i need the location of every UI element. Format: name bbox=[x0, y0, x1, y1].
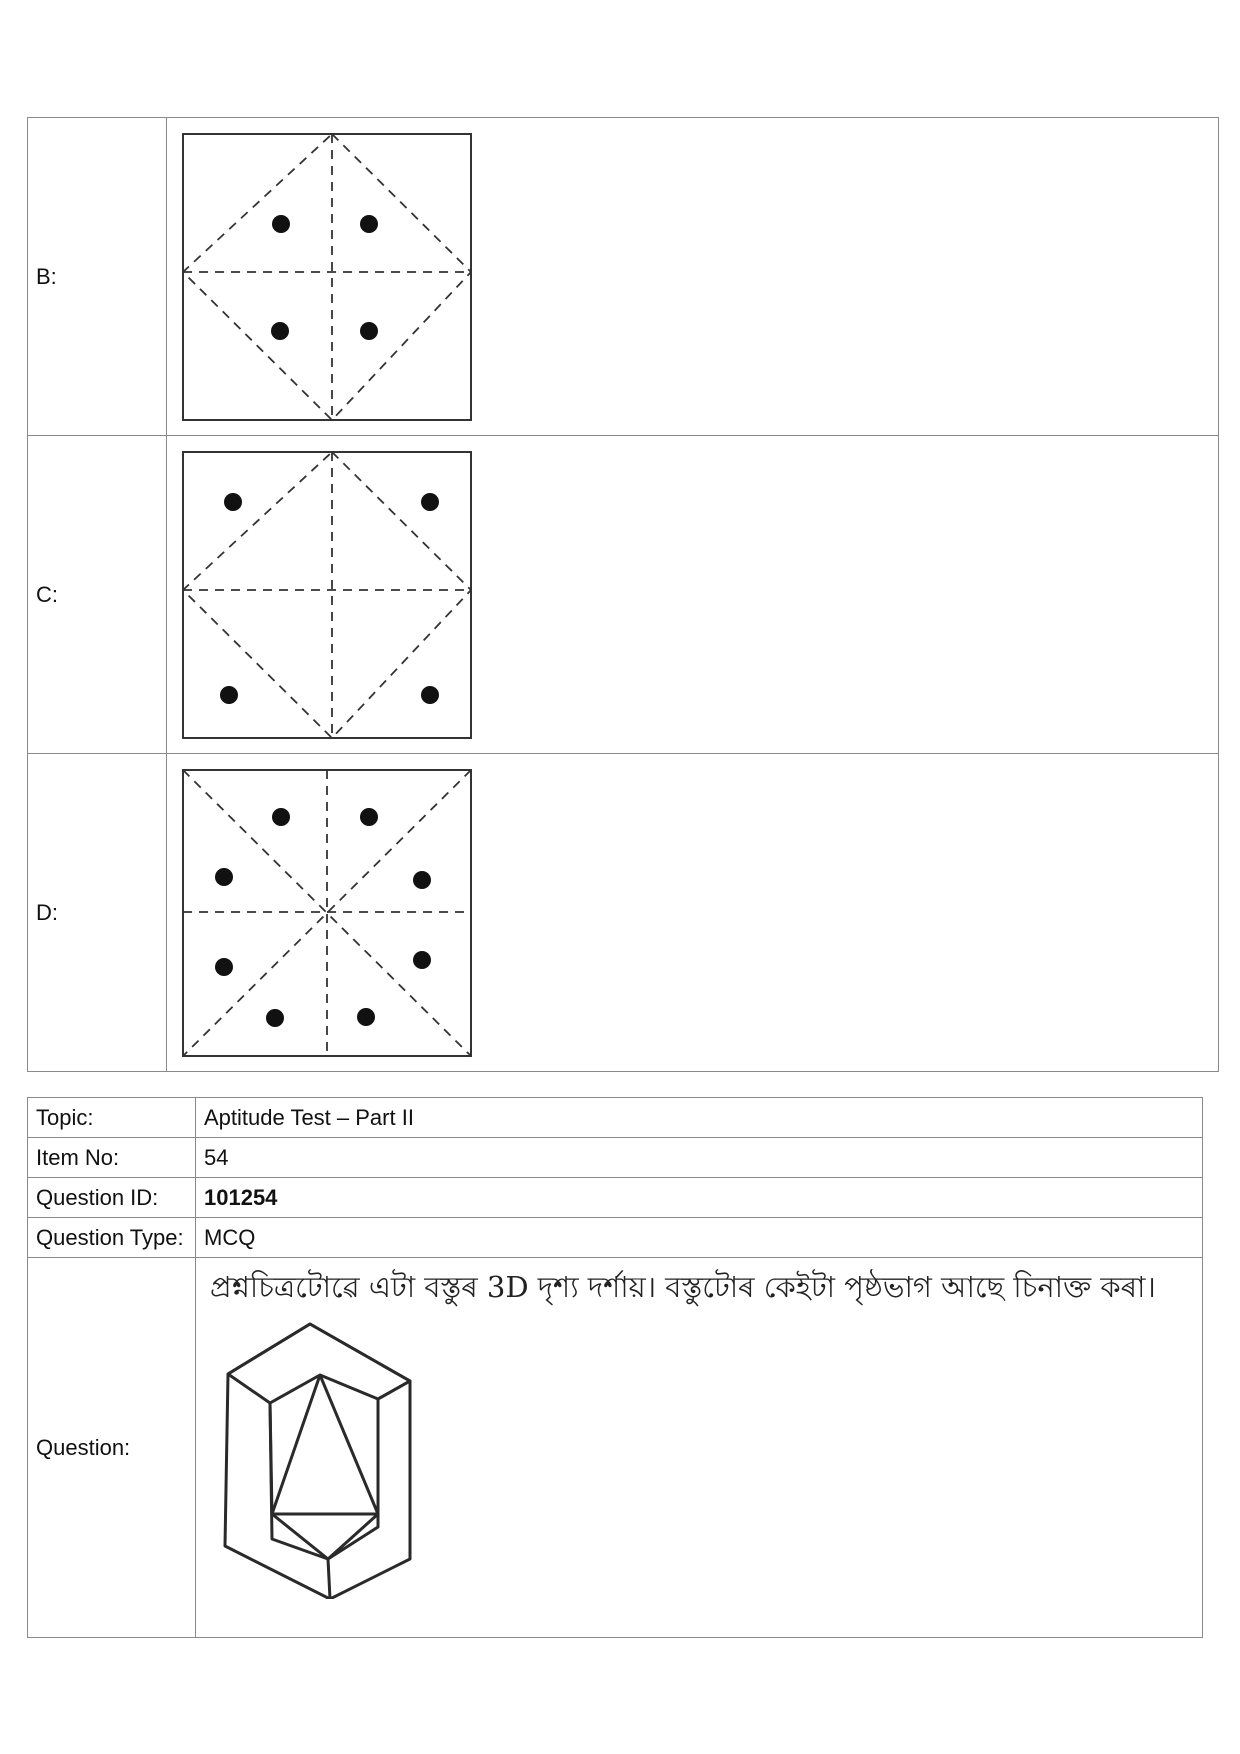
options-table bbox=[27, 117, 1219, 1072]
item-no-value: 54 bbox=[196, 1138, 1203, 1178]
option-row-d bbox=[28, 754, 1219, 1072]
3d-object-figure bbox=[210, 1319, 440, 1599]
question-id-value: 101254 bbox=[196, 1178, 1203, 1218]
option-d-figure bbox=[182, 769, 472, 1057]
question-label: Question: bbox=[28, 1258, 196, 1638]
question-meta-table bbox=[27, 1097, 1203, 1638]
question-type-row bbox=[28, 1218, 1203, 1258]
topic-label: Topic: bbox=[28, 1098, 196, 1138]
question-row bbox=[28, 1258, 1203, 1638]
option-row-c bbox=[28, 436, 1219, 754]
question-type-label: Question Type: bbox=[28, 1218, 196, 1258]
question-id-label: Question ID: bbox=[28, 1178, 196, 1218]
topic-row bbox=[28, 1098, 1203, 1138]
option-label: D: bbox=[28, 754, 167, 1072]
question-text: প্ৰশ্নচিত্ৰটোৱে এটা বস্তুৰ 3D দৃশ্য দৰ্শায়। বস্তুটোৰ কেইটা পৃষ্ঠভাগ আছে চিনাক্ত কৰা। bbox=[210, 1270, 1156, 1304]
option-label: C: bbox=[28, 436, 167, 754]
question-type-value: MCQ bbox=[196, 1218, 1203, 1258]
option-c-figure bbox=[182, 451, 472, 739]
option-b-figure bbox=[182, 133, 472, 421]
item-no-row bbox=[28, 1138, 1203, 1178]
option-figure-cell bbox=[167, 754, 1219, 1072]
topic-value: Aptitude Test – Part II bbox=[196, 1098, 1203, 1138]
item-no-label: Item No: bbox=[28, 1138, 196, 1178]
option-row-b bbox=[28, 118, 1219, 436]
option-figure-cell bbox=[167, 436, 1219, 754]
question-cell bbox=[196, 1258, 1203, 1638]
question-id-row bbox=[28, 1178, 1203, 1218]
option-label: B: bbox=[28, 118, 167, 436]
option-figure-cell bbox=[167, 118, 1219, 436]
